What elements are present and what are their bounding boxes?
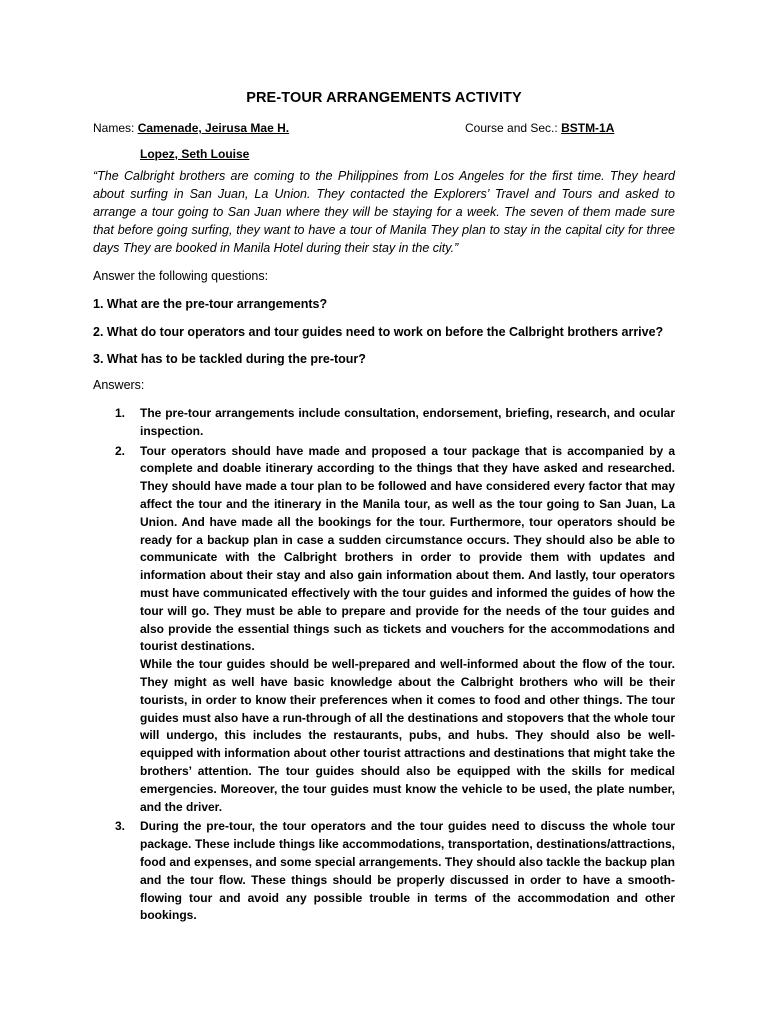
names-label: Names: — [93, 121, 138, 135]
question-1: 1. What are the pre-tour arrangements? — [93, 297, 328, 311]
answer-number: 2. — [115, 443, 126, 458]
course-value: BSTM-1A — [561, 121, 615, 135]
document-title: PRE-TOUR ARRANGEMENTS ACTIVITY — [246, 90, 522, 106]
answer-item-3 — [93, 818, 675, 925]
answer-paragraph: The pre-tour arrangements include consultation, endorsement, briefing, research, and ocular inspection. — [140, 406, 675, 438]
answer-paragraph: While the tour guides should be well-prepared and well-informed about the flow of the tour. They might as well have basic knowledge about the Calbright brothers who will be their tourists, in order to know their preferences when it comes to food and other things. The tour guides must also have a run-through of all the destinations and stopovers that the whole tour will undergo, this includes the restaurants, pubs, and hubs. They should also be well-equipped with information about other tourist attractions and destinations that might take the brothers’ attention. The tour guides should also be equipped with the skills for medical emergencies. Moreover, the tour guides must know the vehicle to be used, the plate number, and the driver. — [140, 657, 675, 814]
answer-paragraph: During the pre-tour, the tour operators and the tour guides need to discuss the whole tour package. These include things like accommodations, transportation, destinations/attractions, food and expenses, and some special arrangements. They should also tackle the backup plan and the tour flow. These things should be properly discussed in order to have a smooth-flowing tour and avoid any possible trouble in terms of the accommodation and other bookings. — [140, 819, 675, 923]
course-label: Course and Sec.: — [465, 121, 562, 135]
names-line — [93, 121, 289, 135]
question-3: 3. What has to be tackled during the pre-tour? — [93, 352, 366, 366]
answers-label: Answers: — [93, 378, 145, 392]
answer-number: 3. — [115, 819, 126, 834]
scenario-paragraph: “The Calbright brothers are coming to the Philippines from Los Angeles for the first time. They heard about surfing in San Juan, La Union. They contacted the Explorers’ Travel and Tours and asked to arrange a tour going to San Juan where they will be staying for a week. The seven of them made sure that before going surfing, they want to have a tour of Manila They plan to stay in the capital city for three days They are booked in Manila Hotel during their stay in the city.” — [93, 169, 675, 255]
answers-list — [93, 405, 675, 927]
course-line — [465, 121, 614, 135]
name-first: Camenade, Jeirusa Mae H. — [137, 121, 290, 135]
answer-item-1 — [93, 405, 675, 441]
answer-number: 1. — [115, 406, 126, 420]
question-2: 2. What do tour operators and tour guides need to work on before the Calbright brothers arrive? — [93, 325, 664, 339]
instructions-text: Answer the following questions: — [93, 269, 269, 283]
answer-paragraph: Tour operators should have made and proposed a tour package that is accompanied by a complete and doable itinerary according to the things that they have asked and researched. They should have made a tour plan to be followed and have considered every factor that may affect the tour and the itinerary in the Manila tour, as well as the tour going to San Juan, La Union. And have made all the bookings for the tour. Furthermore, tour operators should be ready for a backup plan in case a sudden circumstance occurs. They should also be able to communicate with the Calbright brothers in order to provide them with updates and information about their stay and also gain information about them. And lastly, tour operators must have communicated effectively with the tour guides and informed the guides of how the tour will go. They must be able to prepare and provide for the needs of the tour guides and also provide the essential things such as tickets and vouchers for the accommodations and tourist destinations. — [140, 443, 675, 654]
name-second: Lopez, Seth Louise — [140, 147, 250, 161]
answer-item-2 — [93, 443, 675, 817]
